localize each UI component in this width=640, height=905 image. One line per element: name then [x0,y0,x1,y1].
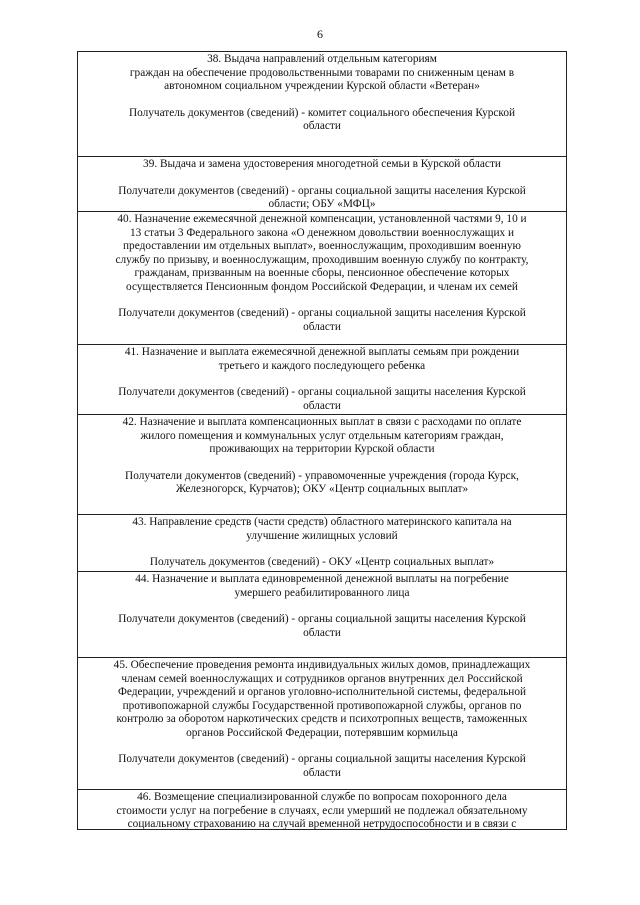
service-line: органов Российской Федерации, потерявшим кормильца [186,726,458,739]
service-line: предоставлении им отдельных выплат», военнослужащим, проходившим военную [123,240,521,252]
recipient-line: Получатель документов (сведений) - ОКУ «Центр социальных выплат» [149,556,495,568]
service-line: 46. Возмещение специализированной службе по вопросам похоронного дела [137,791,507,803]
table-row [78,345,566,415]
service-line: автономном социальном учреждении Курской области «Ветеран» [164,80,480,92]
service-line: службу по призыву, и военнослужащим, проходившим военную службу по контракту, [115,253,529,266]
recipient-line: Получатели документов (сведений) - органы социальной защиты населения Курской [118,307,526,319]
recipient-line: области [303,626,341,639]
service-line: третьего и каждого последующего ребенка [218,359,426,372]
service-line: 13 статьи 3 Федерального закона «О денежном довольствии военнослужащих и [129,226,515,239]
service-line: 43. Направление средств (части средств) областного материнского капитала на [132,516,512,528]
service-line: осуществляется Пенсионным фондом Российской Федерации, и членам их семей [126,280,518,293]
recipient-line: Получатели документов (сведений) - органы социальной защиты населения Курской [118,184,526,197]
service-line: 38. Выдача направлений отдельным категориям [207,53,437,65]
recipient-line: области [303,399,341,412]
table-row [78,415,566,515]
table-row [78,572,566,658]
service-line: 42. Назначение и выплата компенсационных выплат в связи с расходами по оплате [122,416,522,428]
service-line: улучшение жилищных условий [246,529,398,542]
recipient-line: области [303,120,341,132]
recipient-line: Получатели документов (сведений) - органы социальной защиты населения Курской [118,613,526,625]
service-line: 44. Назначение и выплата единовременной денежной выплаты на погребение [135,573,509,585]
recipient-line: области [303,766,341,779]
service-line: членам семей военнослужащих и сотрудников органов внутренних дел Российской [121,672,523,685]
service-line: 40. Назначение ежемесячной денежной компенсации, установленной частями 9, 10 и [117,213,527,225]
recipient-line: области [303,320,341,333]
service-line: гражданам, призванным на военные сборы, пенсионное обеспечение которых [134,267,510,279]
recipient-line: области; ОБУ «МФЦ» [268,198,376,210]
service-line: 45. Обеспечение проведения ремонта индивидуальных жилых домов, принадлежащих [113,659,531,671]
service-line: умершего реабилитированного лица [234,586,410,599]
table-row [78,52,566,157]
service-line: социальному страхованию на случай временной нетрудоспособности и в связи с [127,818,517,830]
service-line: стоимости услуг на погребение в случаях, если умерший не подлежал обязательному [116,804,528,817]
table-row [78,515,566,572]
recipient-line: Получатели документов (сведений) - управомоченные учреждения (города Курск, [125,469,519,482]
service-line: контролю за оборотом наркотических средств и психотропных веществ, таможенных [116,713,528,725]
service-line: Федерации, учреждений и органов уголовно-исполнительной системы, федеральной [117,686,527,698]
recipient-line: Получатели документов (сведений) - органы социальной защиты населения Курской [118,753,526,765]
table-row [78,658,566,790]
table-row [78,157,566,212]
service-line: 41. Назначение и выплата ежемесячной денежной выплаты семьям при рождении [124,346,520,358]
table-row [78,790,566,830]
service-line: проживающих на территории Курской области [209,443,435,455]
recipient-line: Железногорск, Курчатов); ОКУ «Центр социальных выплат» [175,483,469,495]
service-line: 39. Выдача и замена удостоверения многодетной семьи в Курской области [143,158,501,170]
table-row [78,212,566,345]
service-line: противопожарной службы Государственной противопожарной службы, органов по [122,699,522,712]
recipient-line: Получатели документов (сведений) - органы социальной защиты населения Курской [118,386,526,398]
service-line: жилого помещения и коммунальных услуг отдельным категориям граждан, [140,429,504,442]
page-number: 6 [317,27,323,41]
services-table [77,51,567,830]
service-line: граждан на обеспечение продовольственными товарами по сниженным ценам в [129,66,515,79]
recipient-line: Получатель документов (сведений) - комитет социального обеспечения Курской [128,106,516,119]
